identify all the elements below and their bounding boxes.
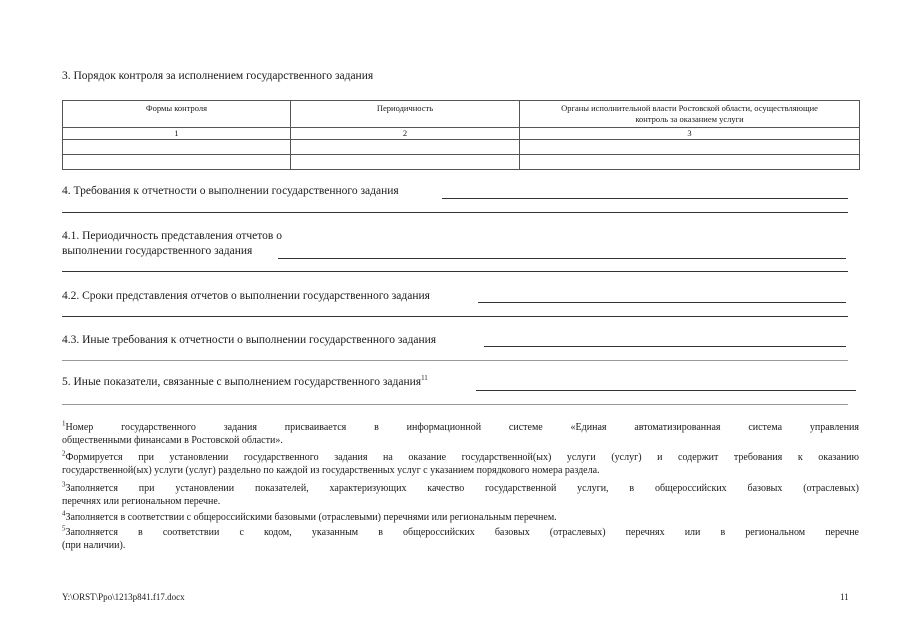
footnote-5: [62, 526, 859, 552]
section-4-blank-line: [62, 212, 848, 213]
control-table: [62, 100, 860, 170]
section-4-fill-line: [442, 198, 848, 199]
footnote-text-continued: (при наличии).: [62, 540, 126, 551]
section-4-1-fill-line: [278, 258, 846, 259]
col-number-2: 2: [291, 128, 520, 140]
footnote-text-continued: государственной(ых) услуги (услуг) раздельно по каждой из государственных услуг с указанием порядкового номера раздела.: [62, 465, 600, 476]
section-4-3-fill-line: [484, 346, 846, 347]
section-4-2-blank-line: [62, 316, 848, 317]
header-authorities: Органы исполнительной власти Ростовской области, осуществляющие контроль за оказанием услуги: [520, 101, 860, 128]
table-row: [63, 155, 860, 170]
table-cell: [63, 155, 291, 170]
table-cell: [291, 155, 520, 170]
section-4-3-title: 4.3. Иные требования к отчетности о выполнении государственного задания: [62, 334, 437, 346]
footnote-text: Заполняется в соответствии с общероссийскими базовыми (отраслевыми) перечнями или региональным перечнем.: [65, 512, 557, 523]
section-4-1-line1: 4.1. Периодичность представления отчетов о: [62, 230, 282, 242]
footnote-text: Заполняется в соответствии с кодом, указанным в общероссийских базовых (отраслевых) перечнях или в региональном перечне: [65, 527, 859, 538]
footnote-text-continued: перечнях или региональном перечне.: [62, 496, 221, 507]
footnote-mark: 2: [62, 449, 66, 458]
footnote-text: Формируется при установлении государственного задания на оказание государственной(ых) услуги (услуг) и содержит требования к оказанию: [65, 452, 859, 463]
footnote-mark: 1: [62, 419, 66, 428]
footnote-3: [62, 482, 859, 508]
section-5-fill-line: [476, 390, 856, 391]
table-cell: [63, 140, 291, 155]
footnote-mark: 4: [62, 509, 66, 518]
footnote-mark: 3: [62, 480, 66, 489]
table-number-row: [63, 128, 860, 140]
section-4-3-blank-line: [62, 360, 848, 361]
section-4-2-title: 4.2. Сроки представления отчетов о выполнении государственного задания: [62, 290, 430, 302]
section-4-title: 4. Требования к отчетности о выполнении государственного задания: [62, 185, 399, 197]
footnote-mark: 5: [62, 524, 66, 533]
header-periodicity: Периодичность: [291, 101, 520, 128]
section-5-title-text: 5. Иные показатели, связанные с выполнением государственного задания: [62, 376, 422, 388]
section-5-title: [62, 376, 428, 388]
table-header-row: [63, 101, 860, 128]
section-4-1-blank-line: [62, 271, 848, 272]
footnote-ref-11: 11: [421, 374, 428, 383]
header-forms: Формы контроля: [63, 101, 291, 128]
table-cell: [291, 140, 520, 155]
footnote-1: [62, 421, 859, 447]
footnote-4: [62, 511, 859, 524]
col-number-3: 3: [520, 128, 860, 140]
section-3-title: 3. Порядок контроля за исполнением государственного задания: [62, 70, 374, 82]
footnote-text: Номер государственного задания присваивается в информационной системе «Единая автоматизированная система управления: [65, 422, 859, 433]
section-4-2-fill-line: [478, 302, 846, 303]
page-number: 11: [840, 592, 849, 602]
table-row: [63, 140, 860, 155]
footnote-2: [62, 451, 859, 477]
col-number-1: 1: [63, 128, 291, 140]
section-4-1-line2: выполнении государственного задания: [62, 245, 253, 257]
table-cell: [520, 140, 860, 155]
table-cell: [520, 155, 860, 170]
footnote-text-continued: общественными финансами в Ростовской области».: [62, 435, 283, 446]
footnote-text: Заполняется при установлении показателей, характеризующих качество государственной услуги, в общероссийских базовых (отраслевых): [65, 483, 859, 494]
section-5-blank-line: [62, 404, 848, 405]
file-path: Y:\ORST\Ppo\1213p841.f17.docx: [62, 592, 185, 602]
